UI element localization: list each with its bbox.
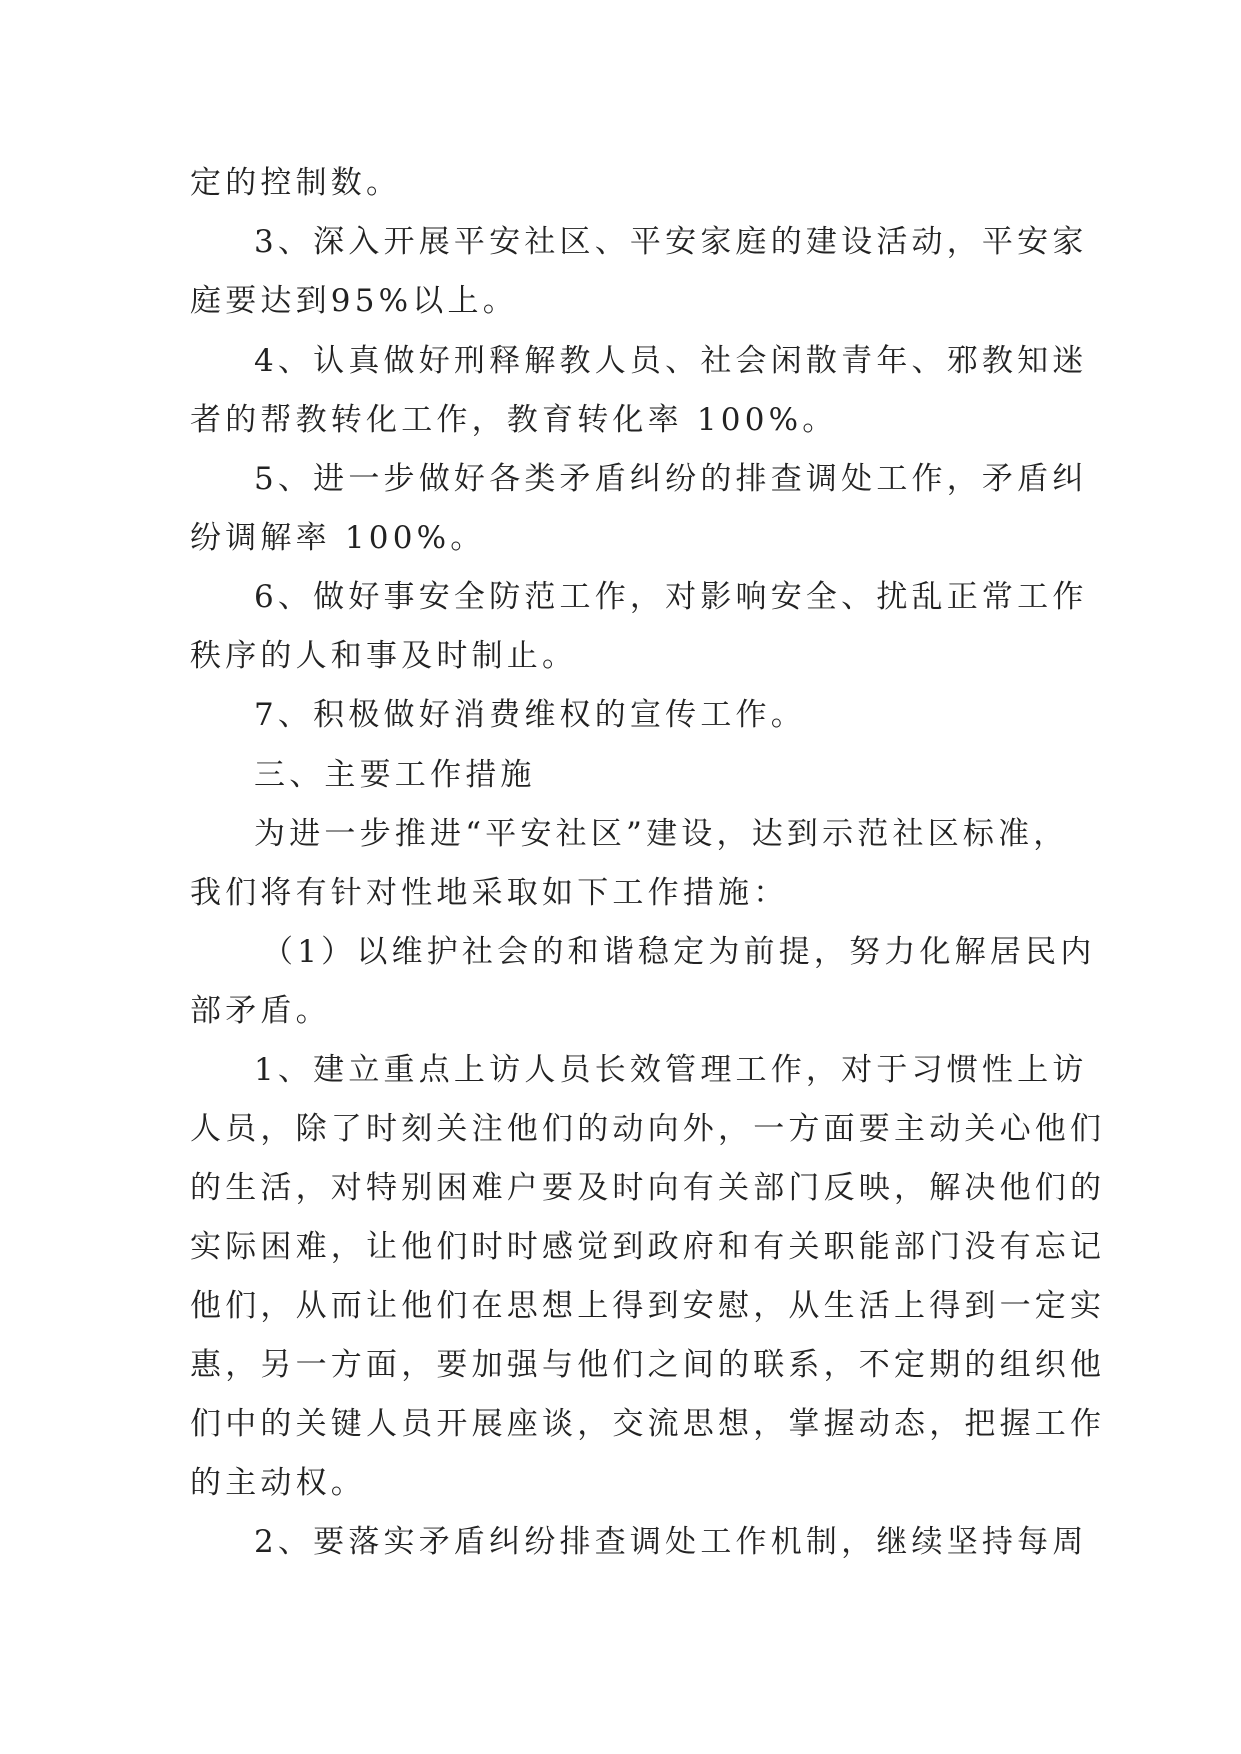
- text-line: 惠，另一方面，要加强与他们之间的联系，不定期的组织他: [190, 1347, 1106, 1383]
- text-line: 纷调解率 100%。: [190, 520, 486, 556]
- text-line: 2、要落实矛盾纠纷排查调处工作机制，继续坚持每周: [254, 1524, 1088, 1560]
- subsection-heading: （1）以维护社会的和谐稳定为前提，努力化解居民内: [262, 934, 1096, 970]
- text-line: 4、认真做好刑释解教人员、社会闲散青年、邪教知迷: [254, 343, 1088, 379]
- text-line: 的生活，对特别困难户要及时向有关部门反映，解决他们的: [190, 1170, 1106, 1206]
- text-line: 部矛盾。: [190, 993, 331, 1029]
- text-line: 5、进一步做好各类矛盾纠纷的排查调处工作，矛盾纠: [254, 461, 1088, 497]
- section-heading: 三、主要工作措施: [254, 757, 536, 793]
- text-line: 他们，从而让他们在思想上得到安慰，从生活上得到一定实: [190, 1288, 1106, 1324]
- text-line: 为进一步推进“平安社区”建设，达到示范社区标准，: [254, 816, 1069, 852]
- text-line: 秩序的人和事及时制止。: [190, 638, 578, 674]
- text-line: 庭要达到95%以上。: [190, 283, 518, 319]
- text-line: 的主动权。: [190, 1465, 366, 1501]
- text-line: 我们将有针对性地采取如下工作措施：: [190, 875, 789, 911]
- text-line: 1、建立重点上访人员长效管理工作，对于习惯性上访: [254, 1052, 1088, 1088]
- text-line: 实际困难，让他们时时感觉到政府和有关职能部门没有忘记: [190, 1229, 1106, 1265]
- text-line: 们中的关键人员开展座谈，交流思想，掌握动态，把握工作: [190, 1406, 1106, 1442]
- text-line: 定的控制数。: [190, 165, 402, 201]
- text-line: 者的帮教转化工作，教育转化率 100%。: [190, 402, 838, 438]
- text-line: 7、积极做好消费维权的宣传工作。: [254, 697, 806, 733]
- text-line: 6、做好事安全防范工作，对影响安全、扰乱正常工作: [254, 579, 1088, 615]
- text-line: 3、深入开展平安社区、平安家庭的建设活动，平安家: [254, 224, 1088, 260]
- text-line: 人员，除了时刻关注他们的动向外，一方面要主动关心他们: [190, 1111, 1106, 1147]
